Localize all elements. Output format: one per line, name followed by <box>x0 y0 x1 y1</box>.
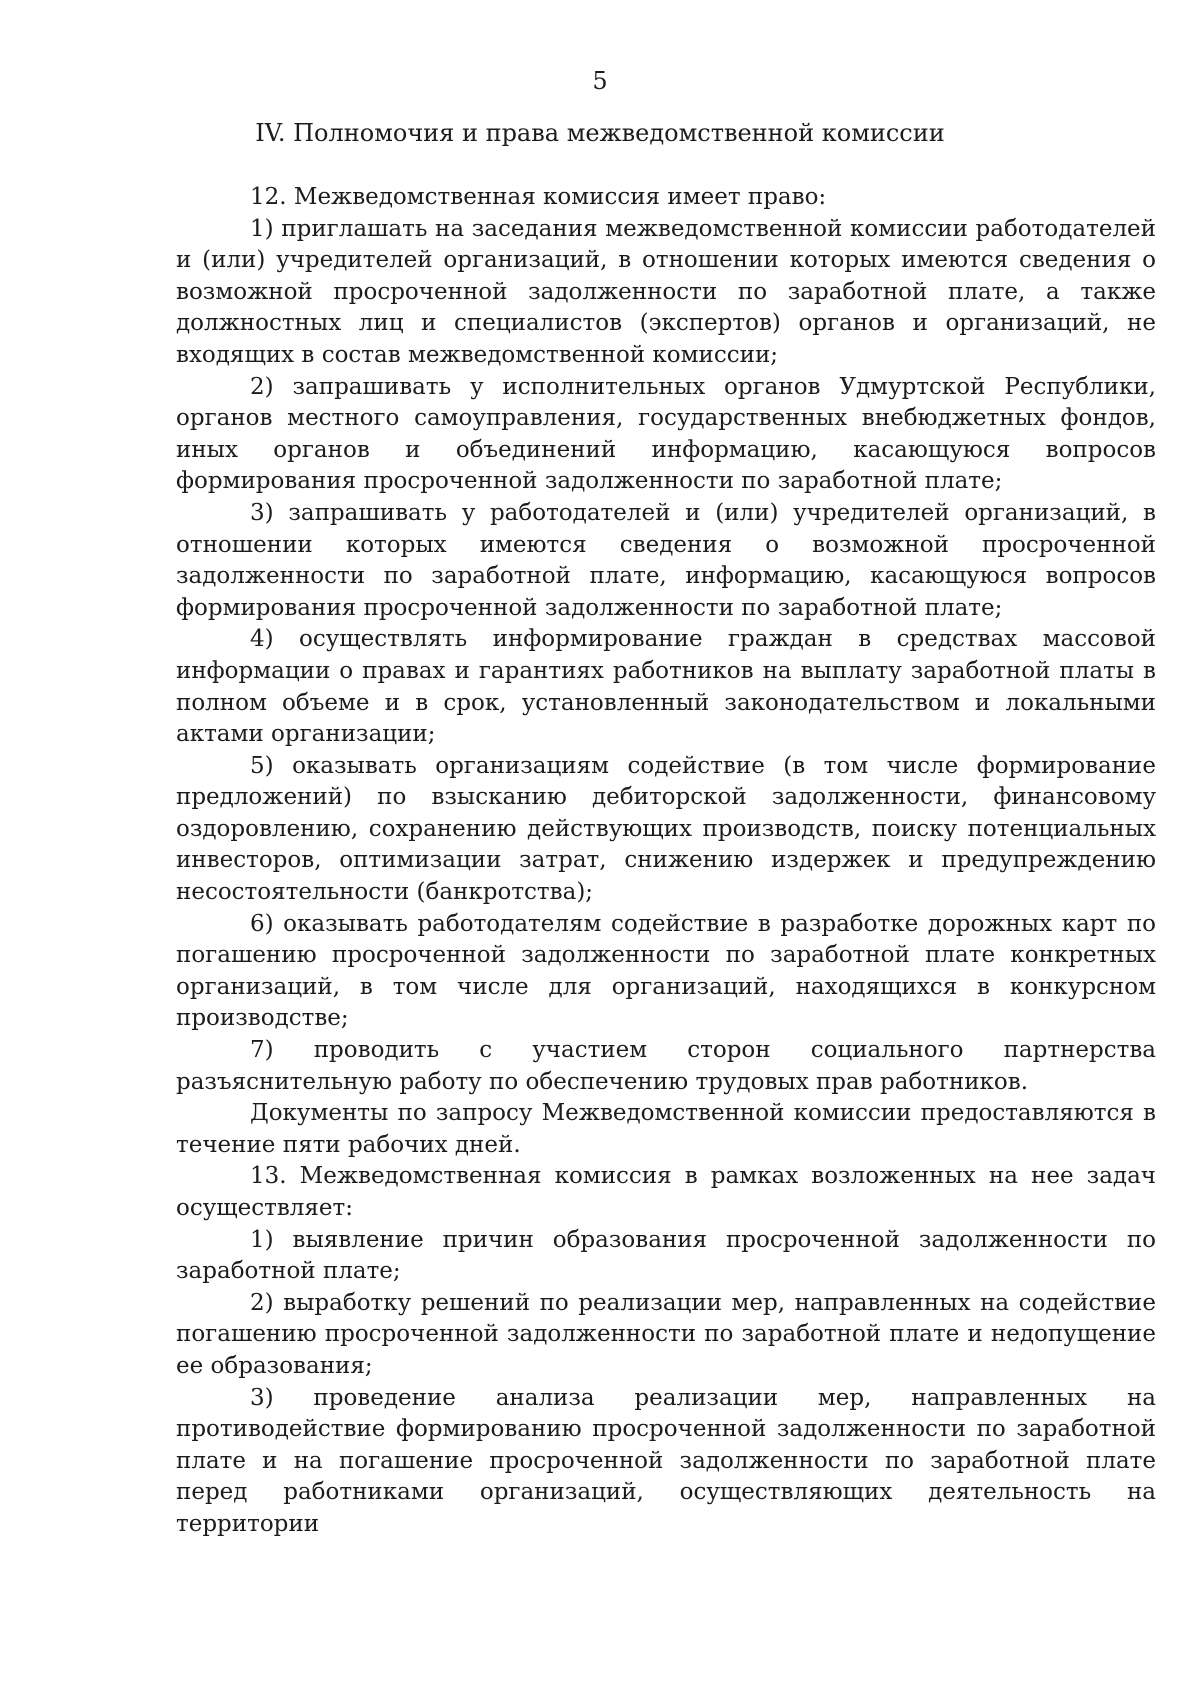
paragraph-12-intro: 12. Межведомственная комиссия имеет право: <box>250 184 827 210</box>
paragraph-12-item-2: 2) запрашивать у исполнительных органов Удмуртской Республики, органов местного самоуправления, государственных внебюджетных фондов, иных органов и объединений информацию, касающуюся вопросов формирования просроченной задолженности по заработной плате; <box>176 373 1156 495</box>
paragraph-12-item-7: 7) проводить с участием сторон социального партнерства разъяснительную работу по обеспечению трудовых прав работников. <box>176 1037 1156 1095</box>
paragraph-documents-deadline: Документы по запросу Межведомственной комиссии предоставляются в течение пяти рабочих дней. <box>176 1100 1156 1158</box>
paragraph-13-item-1: 1) выявление причин образования просроченной задолженности по заработной плате; <box>176 1226 1156 1285</box>
paragraph-12-item-3: 3) запрашивать у работодателей и (или) учредителей организаций, в отношении которых имеются сведения о возможной просроченной задолженности по заработной плате, информацию, касающуюся вопросов формирования просроченной задолженности по заработной плате; <box>176 499 1156 621</box>
page-number: 5 <box>592 67 608 95</box>
paragraph-12-item-1: 1) приглашать на заседания межведомственной комиссии работодателей и (или) учредителей организаций, в отношении которых имеются сведения о возможной просроченной задолженности по заработной плате, а также должностных лиц и специалистов (экспертов) органов и организаций, не входящих в состав межведомственной комиссии; <box>176 215 1156 368</box>
paragraph-13-item-2: 2) выработку решений по реализации мер, направленных на содействие погашению просроченной задолженности по заработной плате и недопущение ее образования; <box>176 1289 1156 1379</box>
document-body <box>176 182 1156 1541</box>
paragraph-12-item-5: 5) оказывать организациям содействие (в том числе формирование предложений) по взысканию дебиторской задолженности, финансовому оздоровлению, сохранению действующих производств, поиску потенциальных инвесторов, оптимизации затрат, снижению издержек и предупреждению несостоятельности (банкротства); <box>176 752 1156 906</box>
paragraph-13-item-3: 3) проведение анализа реализации мер, направленных на противодействие формированию просроченной задолженности по заработной плате и на погашение просроченной задолженности по заработной плате перед работниками организаций, осуществляющих деятельность на территории <box>176 1384 1156 1537</box>
section-heading: IV. Полномочия и права межведомственной комиссии <box>255 119 945 147</box>
paragraph-12-item-6: 6) оказывать работодателям содействие в разработке дорожных карт по погашению просроченной задолженности по заработной плате конкретных организаций, в том числе для организаций, находящихся в конкурсном производстве; <box>176 910 1156 1032</box>
paragraph-13-intro: 13. Межведомственная комиссия в рамках возложенных на нее задач осуществляет: <box>176 1163 1156 1221</box>
paragraph-12-item-4: 4) осуществлять информирование граждан в средствах массовой информации о правах и гарантиях работников на выплату заработной платы в полном объеме и в срок, установленный законодательством и локальными актами организации; <box>176 626 1156 748</box>
